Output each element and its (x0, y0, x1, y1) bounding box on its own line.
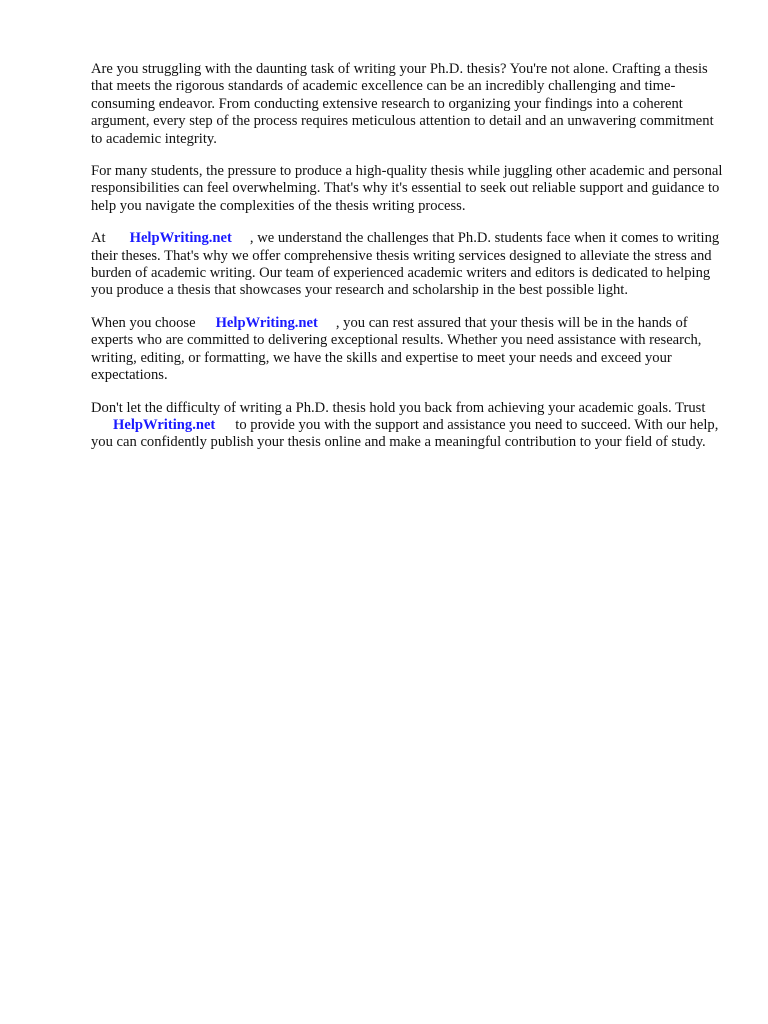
paragraph-text-before-link: Don't let the difficulty of writing a Ph.D. thesis hold you back from achieving your academic goals. Trust (91, 399, 706, 416)
paragraph-text-before-link: At (91, 230, 106, 247)
paragraph-trust (91, 400, 723, 452)
helpwriting-link[interactable]: HelpWriting.net (129, 230, 232, 247)
paragraph-pressure: For many students, the pressure to produce a high-quality thesis while juggling other academic and personal responsibilities can feel overwhelming. That's why it's essential to seek out reliable support and guidance to help you navigate the complexities of the thesis writing process. (91, 163, 723, 214)
helpwriting-link[interactable]: HelpWriting.net (113, 416, 216, 433)
document-body (91, 61, 723, 467)
paragraph-when-you-choose (91, 315, 723, 385)
paragraph-at-helpwriting (91, 230, 723, 300)
paragraph-text-after-link: to provide you with the support and assistance you need to succeed. With our help, you can confidently publish your thesis online and make a meaningful contribution to your field of study. (91, 416, 719, 451)
paragraph-text-after-link: , you can rest assured that your thesis will be in the hands of experts who are committed to delivering exceptional results. Whether you need assistance with research, writing, editing, or formatting, we have the skills and expertise to meet your needs and exceed your expectations. (91, 314, 702, 384)
paragraph-intro: Are you struggling with the daunting task of writing your Ph.D. thesis? You're not alone. Crafting a thesis that meets the rigorous standards of academic excellence can be an incredibly challenging and time-consuming endeavor. From conducting extensive research to organizing your findings into a coherent argument, every step of the process requires meticulous attention to detail and an unwavering commitment to academic integrity. (91, 61, 714, 147)
helpwriting-link[interactable]: HelpWriting.net (215, 314, 318, 331)
paragraph-text-after-link: , we understand the challenges that Ph.D. students face when it comes to writing their theses. That's why we offer comprehensive thesis writing services designed to alleviate the stress and burden of academic writing. Our team of experienced academic writers and editors is dedicated to helping you produce a thesis that showcases your research and scholarship in the best possible light. (91, 230, 720, 299)
paragraph-text-before-link: When you choose (91, 314, 196, 331)
